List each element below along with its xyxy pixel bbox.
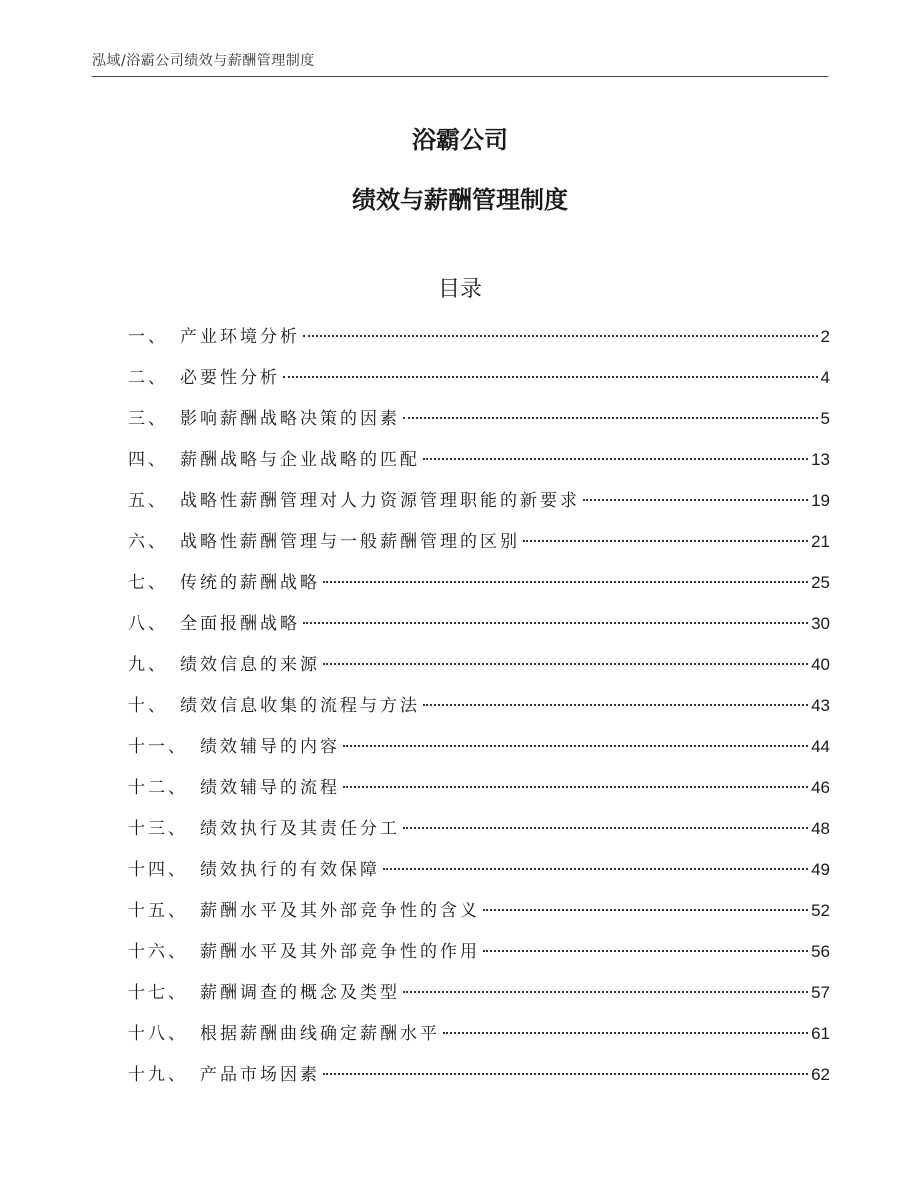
toc-entry[interactable] (128, 363, 830, 404)
toc-dot-leader (483, 949, 808, 952)
toc-entry-number: 九、 (128, 655, 168, 675)
toc-entry-number: 三、 (128, 409, 168, 429)
toc-entry[interactable] (128, 568, 830, 609)
toc-dot-leader (303, 334, 818, 337)
toc-dot-leader (343, 785, 808, 788)
toc-page-number: 21 (811, 532, 830, 551)
toc-entry-number: 十二、 (128, 778, 188, 798)
toc-entry[interactable] (128, 814, 830, 855)
toc-page-number: 5 (820, 409, 830, 428)
toc-page-number: 52 (811, 901, 830, 920)
toc-entry-title: 战略性薪酬管理与一般薪酬管理的区别 (180, 532, 520, 552)
toc-dot-leader (443, 1031, 808, 1034)
toc-entry-number: 十、 (128, 696, 168, 716)
toc-entry-title: 薪酬水平及其外部竞争性的含义 (200, 901, 480, 921)
toc-dot-leader (403, 416, 818, 419)
running-header: 泓域/浴霸公司绩效与薪酬管理制度 (92, 53, 315, 69)
toc-dot-leader (403, 826, 808, 829)
toc-page-number: 46 (811, 778, 830, 797)
toc-page-number: 56 (811, 942, 830, 961)
toc-dot-leader (523, 539, 808, 542)
toc-dot-leader (323, 662, 808, 665)
toc-entry-title: 绩效信息的来源 (180, 655, 320, 675)
toc-page-number: 2 (820, 327, 830, 346)
toc-page-number: 13 (811, 450, 830, 469)
toc-entry-number: 四、 (128, 450, 168, 470)
toc-entry[interactable] (128, 855, 830, 896)
toc-entry[interactable] (128, 1060, 830, 1101)
toc-dot-leader (403, 990, 808, 993)
toc-entry-title: 绩效辅导的流程 (200, 778, 340, 798)
toc-entry[interactable] (128, 773, 830, 814)
toc-page-number: 44 (811, 737, 830, 756)
toc-dot-leader (383, 867, 808, 870)
toc-dot-leader (583, 498, 808, 501)
toc-entry-number: 一、 (128, 327, 168, 347)
toc-entry-title: 战略性薪酬管理对人力资源管理职能的新要求 (180, 491, 580, 511)
toc-entry-number: 七、 (128, 573, 168, 593)
toc-entry-number: 五、 (128, 491, 168, 511)
toc-dot-leader (423, 457, 808, 460)
toc-entry-title: 绩效执行及其责任分工 (200, 819, 400, 839)
toc-entry[interactable] (128, 445, 830, 486)
toc-entry-number: 十三、 (128, 819, 188, 839)
toc-entry[interactable] (128, 527, 830, 568)
toc-page-number: 62 (811, 1065, 830, 1084)
toc-entry-number: 十九、 (128, 1065, 188, 1085)
toc-entry-title: 产品市场因素 (200, 1065, 320, 1085)
toc-dot-leader (323, 580, 808, 583)
toc-entry-title: 薪酬水平及其外部竞争性的作用 (200, 942, 480, 962)
toc-entry[interactable] (128, 404, 830, 445)
toc-entry-title: 全面报酬战略 (180, 614, 300, 634)
toc-entry-title: 绩效辅导的内容 (200, 737, 340, 757)
toc-entry-number: 八、 (128, 614, 168, 634)
toc-dot-leader (423, 703, 808, 706)
header-divider (92, 76, 828, 77)
toc-entry[interactable] (128, 650, 830, 691)
toc-entry[interactable] (128, 691, 830, 732)
toc-page-number: 61 (811, 1024, 830, 1043)
toc-entry-number: 十六、 (128, 942, 188, 962)
toc-entry[interactable] (128, 1019, 830, 1060)
toc-page-number: 43 (811, 696, 830, 715)
toc-entry-title: 绩效执行的有效保障 (200, 860, 380, 880)
company-name: 浴霸公司 (412, 126, 508, 154)
toc-dot-leader (283, 375, 818, 378)
toc-dot-leader (343, 744, 808, 747)
toc-entry-title: 必要性分析 (180, 368, 280, 388)
toc-page-number: 25 (811, 573, 830, 592)
toc-entry[interactable] (128, 609, 830, 650)
toc-entry[interactable] (128, 322, 830, 363)
toc-entry-number: 十四、 (128, 860, 188, 880)
toc-entry-number: 十七、 (128, 983, 188, 1003)
toc-entry-title: 产业环境分析 (180, 327, 300, 347)
toc-dot-leader (323, 1072, 808, 1075)
toc-entry-title: 薪酬战略与企业战略的匹配 (180, 450, 420, 470)
toc-entry-title: 影响薪酬战略决策的因素 (180, 409, 400, 429)
toc-page-number: 57 (811, 983, 830, 1002)
toc-entry-title: 绩效信息收集的流程与方法 (180, 696, 420, 716)
toc-heading: 目录 (437, 277, 482, 302)
toc-entry-number: 十五、 (128, 901, 188, 921)
toc-entry[interactable] (128, 978, 830, 1019)
toc-page-number: 49 (811, 860, 830, 879)
table-of-contents (128, 322, 830, 1101)
toc-entry-title: 根据薪酬曲线确定薪酬水平 (200, 1024, 440, 1044)
toc-entry[interactable] (128, 732, 830, 773)
toc-dot-leader (303, 621, 808, 624)
toc-entry-title: 传统的薪酬战略 (180, 573, 320, 593)
toc-page-number: 30 (811, 614, 830, 633)
toc-entry-number: 十一、 (128, 737, 188, 757)
toc-entry[interactable] (128, 937, 830, 978)
toc-entry-number: 十八、 (128, 1024, 188, 1044)
toc-entry-number: 六、 (128, 532, 168, 552)
document-title: 绩效与薪酬管理制度 (352, 186, 568, 214)
toc-page-number: 4 (820, 368, 830, 387)
toc-page-number: 19 (811, 491, 830, 510)
toc-page-number: 40 (811, 655, 830, 674)
toc-entry-number: 二、 (128, 368, 168, 388)
toc-dot-leader (483, 908, 808, 911)
toc-entry[interactable] (128, 486, 830, 527)
toc-entry[interactable] (128, 896, 830, 937)
toc-entry-title: 薪酬调查的概念及类型 (200, 983, 400, 1003)
toc-page-number: 48 (811, 819, 830, 838)
